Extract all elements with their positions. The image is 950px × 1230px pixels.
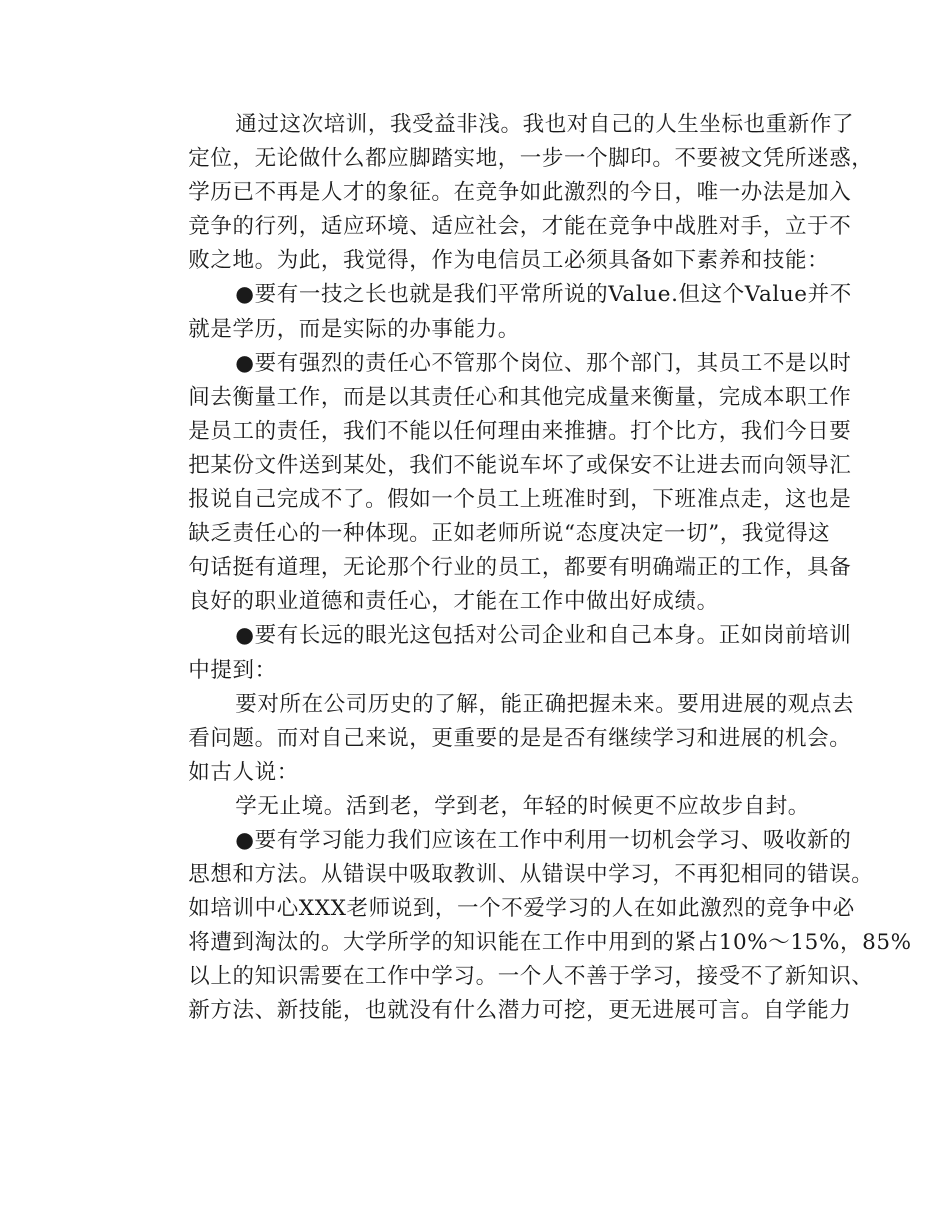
text-line: 中提到： — [188, 657, 277, 683]
text-line: 良好的职业道德和责任心，才能在工作中做出好成绩。 — [188, 589, 719, 615]
text-line: 思想和方法。从错误中吸取教训、从错误中学习，不再犯相同的错误。 — [188, 862, 874, 888]
text-line: 败之地。为此，我觉得，作为电信员工必须具备如下素养和技能： — [188, 248, 830, 274]
document-body — [141, 108, 912, 1029]
text-line: 竞争的行列，适应环境、适应社会，才能在竞争中战胜对手，立于不 — [188, 214, 852, 240]
text-line: ●要有强烈的责任心不管那个岗位、那个部门，其员工不是以时 — [235, 350, 852, 376]
text-line: 把某份文件送到某处，我们不能说车坏了或保安不让进去而向领导汇 — [188, 452, 852, 478]
text-line: 定位，无论做什么都应脚踏实地，一步一个脚印。不要被文凭所迷惑， — [188, 146, 874, 172]
paragraph-skill-value — [141, 278, 852, 346]
text-line: 将遭到淘汰的。大学所学的知识能在工作中用到的紧占10%～15%，85% — [188, 930, 912, 956]
text-line: 是员工的责任，我们不能以任何理由来推搪。打个比方，我们今日要 — [188, 418, 852, 444]
text-line: 学历已不再是人才的象征。在竞争如此激烈的今日，唯一办法是加入 — [188, 180, 852, 206]
text-line: 句话挺有道理，无论那个行业的员工，都要有明确端正的工作，具备 — [188, 555, 852, 581]
text-line: 报说自己完成不了。假如一个员工上班准时到，下班准点走，这也是 — [188, 487, 852, 513]
paragraph-history — [141, 688, 855, 790]
paragraph-responsibility — [141, 347, 852, 620]
paragraph-vision — [141, 619, 852, 687]
text-line: 以上的知识需要在工作中学习。一个人不善于学习，接受不了新知识、 — [188, 964, 874, 990]
text-line: 看问题。而对自己来说，更重要的是是否有继续学习和进展的机会。 — [188, 725, 852, 751]
text-line: 通过这次培训，我受益非浅。我也对自己的人生坐标也重新作了 — [235, 112, 855, 137]
text-line: 如古人说： — [188, 759, 299, 785]
text-line: 间去衡量工作，而是以其责任心和其他完成量来衡量，完成本职工作 — [188, 384, 852, 410]
text-line: ●要有一技之长也就是我们平常所说的Value.但这个Value并不 — [235, 282, 852, 308]
text-line: 新方法、新技能，也就没有什么潜力可挖，更无进展可言。自学能力 — [188, 998, 852, 1024]
paragraph-intro — [141, 108, 874, 278]
text-line: 要对所在公司历史的了解，能正确把握未来。要用进展的观点去 — [235, 691, 855, 717]
text-line: ●要有学习能力我们应该在工作中利用一切机会学习、吸收新的 — [235, 827, 852, 853]
paragraph-proverb — [141, 790, 811, 824]
text-line: 就是学历，而是实际的办事能力。 — [188, 316, 520, 342]
paragraph-learning — [141, 824, 912, 1029]
text-line: 如培训中心XXX老师说到，一个不爱学习的人在如此激烈的竞争中必 — [188, 896, 855, 922]
text-line: 学无止境。活到老，学到老，年轻的时候更不应故步自封。 — [235, 793, 810, 819]
text-line: ●要有长远的眼光这包括对公司企业和自己本身。正如岗前培训 — [235, 623, 852, 649]
text-line: 缺乏责任心的一种体现。正如老师所说“态度决定一切”，我觉得这 — [188, 521, 831, 547]
